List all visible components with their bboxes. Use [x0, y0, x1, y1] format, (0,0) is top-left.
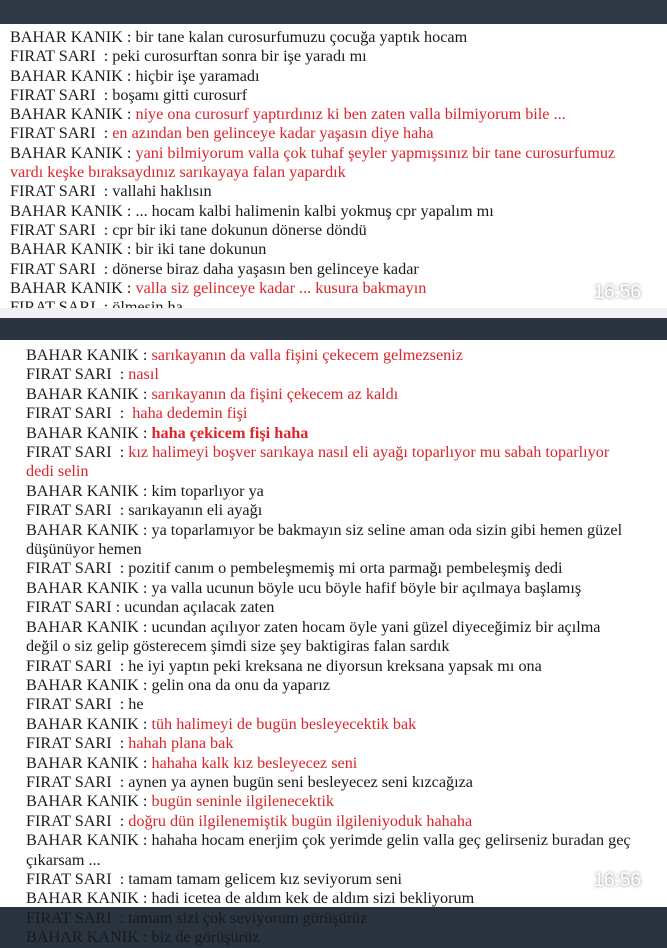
message-text: haha çekicem fişi haha	[151, 423, 309, 442]
transcript-lines	[26, 346, 636, 948]
speaker-name: BAHAR KANIK	[26, 792, 139, 811]
transcript-lines	[10, 28, 650, 317]
speaker-name: BAHAR KANIK	[26, 578, 139, 597]
message-text: he	[128, 695, 144, 714]
speaker-name: BAHAR KANIK	[26, 617, 139, 636]
message-text: hahaha hocam enerjim çok yerimde gelin valla geç gelirseniz buradan geç çıkarsam ...	[26, 831, 631, 869]
video-timestamp: 16:56	[593, 282, 641, 303]
transcript-line	[26, 404, 636, 423]
message-text: ... hocam kalbi halimenin kalbi yokmuş cpr yapalım mı	[135, 201, 494, 220]
transcript-line	[26, 928, 636, 947]
speaker-name: BAHAR KANIK	[26, 346, 139, 364]
speaker-separator: :	[95, 85, 113, 104]
message-text: haha dedemin fişi	[132, 404, 248, 423]
transcript-line	[26, 676, 636, 695]
message-text: en azından ben gelinceye kadar yaşasın diye haha	[112, 124, 434, 143]
transcript-line	[26, 773, 636, 792]
transcript-line	[10, 28, 650, 47]
message-text: bugün seninle ilgilenecektik	[151, 792, 334, 811]
transcript-line	[26, 657, 636, 676]
message-text: bir tane kalan curosurfumuzu çocuğa yaptık hocam	[135, 28, 468, 46]
speaker-separator: :	[95, 182, 113, 201]
speaker-separator: :	[138, 792, 152, 811]
speaker-name: BAHAR KANIK	[26, 753, 139, 772]
speaker-name: FIRAT SARI	[26, 365, 112, 384]
message-text: peki curosurftan sonra bir işe yaradı mı	[112, 47, 367, 66]
transcript-line	[26, 482, 636, 501]
message-text: ya valla ucunun böyle ucu böyle hafif böyle bir açılmaya başlamış	[151, 578, 582, 597]
message-text: pozitif canım o pembeleşmemiş mi orta parmağı pembeleşmiş dedi	[128, 559, 563, 578]
message-text: niye ona curosurf yaptırdınız ki ben zaten valla bilmiyorum bile ...	[135, 105, 566, 124]
speaker-separator: :	[138, 675, 152, 694]
speaker-separator: :	[111, 656, 129, 675]
speaker-name: FIRAT SARI	[26, 695, 112, 714]
speaker-name: BAHAR KANIK	[10, 143, 123, 162]
speaker-name: BAHAR KANIK	[26, 384, 139, 403]
message-text: vallahi haklısın	[112, 182, 212, 201]
speaker-name: FIRAT SARI	[10, 259, 96, 278]
transcript-line	[26, 715, 636, 734]
transcript-line	[26, 792, 636, 811]
speaker-separator: :	[95, 220, 113, 239]
message-text: bir iki tane dokunun	[135, 240, 267, 259]
speaker-separator: :	[122, 143, 136, 162]
speaker-separator: :	[111, 559, 129, 578]
speaker-separator: :	[138, 831, 152, 850]
speaker-name: BAHAR KANIK	[26, 520, 139, 539]
message-text: cpr bir iki tane dokunun dönerse döndü	[112, 220, 367, 239]
speaker-separator: :	[111, 501, 129, 520]
card-footer	[0, 308, 667, 318]
message-text: aynen ya aynen bugün seni besleyecez seni kızcağıza	[128, 772, 473, 791]
speaker-name: FIRAT SARI	[26, 734, 112, 753]
speaker-separator: :	[138, 889, 152, 908]
transcript-line	[10, 221, 650, 240]
speaker-name: BAHAR KANIK	[26, 423, 139, 442]
speaker-separator: :	[122, 28, 136, 46]
speaker-separator: :	[111, 365, 129, 384]
message-text: sarıkayanın eli ayağı	[128, 501, 263, 520]
top-bar	[0, 0, 667, 24]
transcript-line	[26, 501, 636, 520]
speaker-name: BAHAR KANIK	[10, 240, 123, 259]
speaker-name: FIRAT SARI	[26, 598, 112, 617]
speaker-name: BAHAR KANIK	[26, 889, 139, 908]
speaker-name: FIRAT SARI	[10, 85, 96, 104]
speaker-separator: :	[138, 423, 152, 442]
message-text: sarıkayanın da fişini çekecem az kaldı	[151, 384, 399, 403]
transcript-line	[26, 870, 636, 889]
transcript-line	[26, 909, 636, 928]
speaker-name: BAHAR KANIK	[10, 278, 123, 297]
transcript-line	[10, 202, 650, 221]
card-gap	[0, 318, 667, 340]
speaker-separator: :	[111, 908, 129, 927]
transcript-line	[10, 182, 650, 201]
speaker-name: FIRAT SARI	[10, 47, 96, 66]
message-text: ucundan açılıyor zaten hocam öyle yani güzel diyeceğimiz bir açılma değil o siz gelip gösterecem şimdi size şey baktigiras falan sardık	[26, 617, 601, 656]
message-text: tamam tamam gelicem kız seviyorum seni	[128, 869, 403, 888]
message-text: hiçbir işe yaramadı	[135, 66, 260, 85]
speaker-separator: :	[111, 772, 129, 791]
transcript-line	[26, 443, 636, 482]
message-text: hahah plana bak	[128, 734, 234, 753]
speaker-separator: :	[95, 124, 113, 143]
message-text: biz de görüşürüz	[151, 928, 260, 947]
speaker-name: FIRAT SARI	[26, 908, 112, 927]
speaker-separator: :	[122, 278, 136, 297]
speaker-name: BAHAR KANIK	[10, 201, 123, 220]
transcript-line	[26, 521, 636, 560]
speaker-name: FIRAT SARI	[26, 443, 112, 462]
speaker-separator: :	[122, 240, 136, 259]
message-text: he iyi yaptın peki kreksana ne diyorsun kreksana yapsak mı ona	[128, 656, 542, 675]
speaker-name: BAHAR KANIK	[26, 481, 139, 500]
message-text: boşamı gitti curosurf	[112, 85, 248, 104]
message-text: valla siz gelinceye kadar ... kusura bakmayın	[135, 278, 427, 297]
transcript-line	[10, 47, 650, 66]
speaker-name: FIRAT SARI	[10, 220, 96, 239]
message-text: nasıl	[128, 365, 159, 384]
message-text: dönerse biraz daha yaşasın ben gelinceye kadar	[112, 259, 419, 278]
speaker-separator: :	[138, 753, 152, 772]
message-text: ya toparlamıyor be bakmayın siz seline aman oda sizin gibi hemen güzel düşünüyor hemen	[26, 520, 623, 559]
speaker-name: BAHAR KANIK	[10, 105, 123, 124]
speaker-separator: :	[138, 346, 152, 364]
transcript-line	[10, 144, 650, 183]
transcript-line	[26, 598, 636, 617]
transcript-card-2	[0, 340, 667, 947]
message-text: kim toparlıyor ya	[151, 481, 264, 500]
speaker-separator: :	[122, 201, 136, 220]
speaker-name: FIRAT SARI	[10, 182, 96, 201]
speaker-name: FIRAT SARI	[26, 404, 112, 423]
speaker-name: BAHAR KANIK	[26, 675, 139, 694]
speaker-name: BAHAR KANIK	[10, 66, 123, 85]
speaker-name: FIRAT SARI	[26, 772, 112, 791]
speaker-separator: :	[95, 259, 113, 278]
message-text: yani bilmiyorum valla çok tuhaf şeyler yapmışsınız bir tane curosurfumuz vardı keşke bıraksaydınız sarıkayaya falan yapardık	[10, 143, 616, 182]
speaker-separator: :	[138, 578, 152, 597]
message-text: hadi icetea de aldım kek de aldım sizi bekliyorum	[151, 889, 475, 908]
speaker-separator: :	[138, 928, 152, 947]
speaker-separator: :	[122, 66, 136, 85]
transcript-line	[26, 812, 636, 831]
speaker-name: BAHAR KANIK	[26, 714, 139, 733]
speaker-name: FIRAT SARI	[26, 656, 112, 675]
speaker-separator: :	[138, 617, 152, 636]
message-text: doğru dün ilgilenemiştik bugün ilgileniyoduk hahaha	[128, 811, 473, 830]
speaker-separator: :	[111, 443, 129, 462]
speaker-name: BAHAR KANIK	[26, 928, 139, 947]
speaker-name: FIRAT SARI	[26, 559, 112, 578]
transcript-line	[10, 105, 650, 124]
message-text: kız halimeyi boşver sarıkaya nasıl eli ayağı toparlıyor mu sabah toparlıyor dedi selin	[26, 443, 610, 481]
transcript-line	[26, 831, 636, 870]
speaker-separator: :	[138, 520, 152, 539]
speaker-name: BAHAR KANIK	[26, 831, 139, 850]
transcript-line	[26, 559, 636, 578]
transcript-line	[26, 734, 636, 753]
message-text: ucundan açılacak zaten	[124, 598, 275, 617]
transcript-line	[10, 86, 650, 105]
transcript-line	[26, 579, 636, 598]
speaker-separator: :	[95, 47, 113, 66]
transcript-line	[10, 124, 650, 143]
speaker-separator: :	[138, 714, 152, 733]
transcript-line	[10, 240, 650, 259]
transcript-line	[26, 695, 636, 714]
speaker-separator: :	[111, 811, 129, 830]
transcript-line	[26, 346, 636, 365]
message-text: tüh halimeyi de bugün besleyecektik bak	[151, 714, 417, 733]
video-timestamp: 16:56	[593, 870, 641, 891]
message-text: hahaha kalk kız besleyecez seni	[151, 753, 358, 772]
speaker-separator: :	[122, 105, 136, 124]
speaker-name: FIRAT SARI	[26, 869, 112, 888]
speaker-name: FIRAT SARI	[10, 124, 96, 143]
speaker-name: FIRAT SARI	[26, 501, 112, 520]
speaker-separator: :	[111, 869, 129, 888]
transcript-line	[26, 889, 636, 908]
speaker-name: FIRAT SARI	[26, 811, 112, 830]
transcript-line	[26, 754, 636, 773]
transcript-line	[26, 385, 636, 404]
speaker-separator: :	[111, 734, 129, 753]
message-text: sarıkayanın da valla fişini çekecem gelmezseniz	[151, 346, 463, 364]
speaker-separator: :	[111, 404, 133, 423]
message-text: tamam sizi çok seviyorum görüşürüz	[128, 908, 368, 927]
transcript-line	[10, 279, 650, 298]
speaker-separator: :	[111, 695, 129, 714]
speaker-name: BAHAR KANIK	[10, 28, 123, 46]
speaker-separator: :	[111, 598, 125, 617]
message-text: gelin ona da onu da yaparız	[151, 675, 330, 694]
speaker-separator: :	[138, 481, 152, 500]
transcript-line	[26, 424, 636, 443]
transcript-card-1	[0, 24, 667, 318]
speaker-separator: :	[138, 384, 152, 403]
transcript-line	[10, 260, 650, 279]
transcript-line	[10, 67, 650, 86]
transcript-line	[26, 618, 636, 657]
transcript-line	[26, 365, 636, 384]
